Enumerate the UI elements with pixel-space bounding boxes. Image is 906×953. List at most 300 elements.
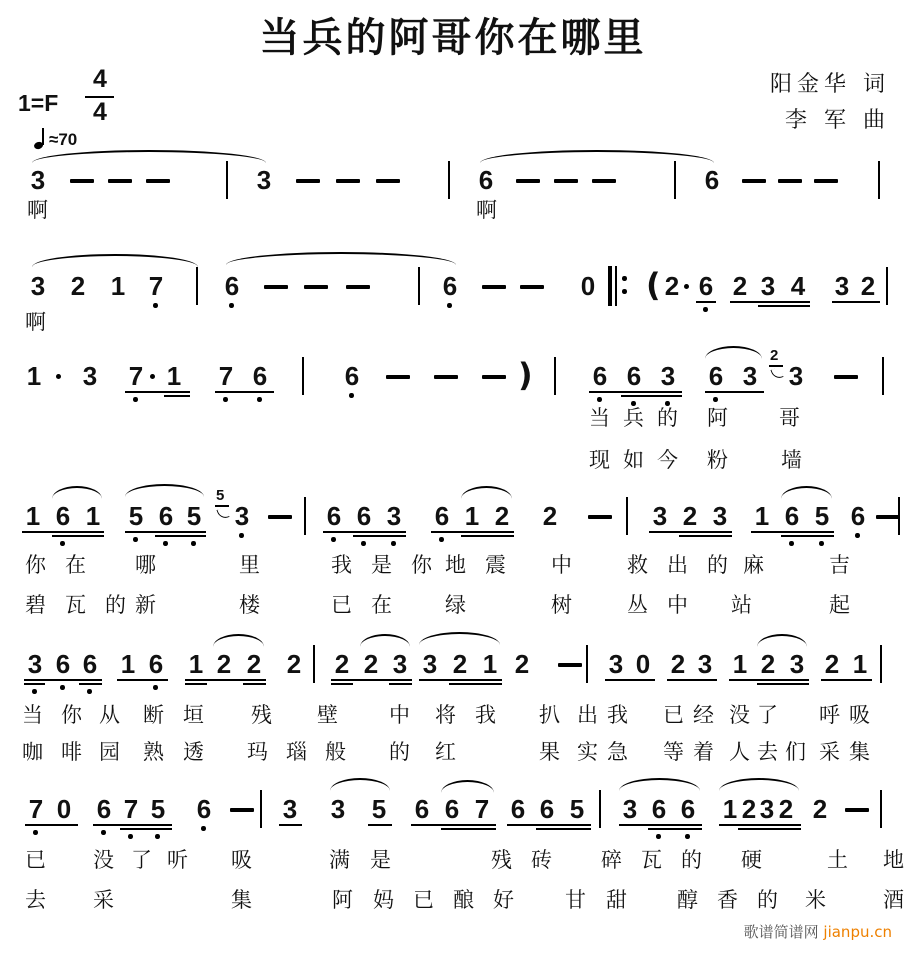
lyric-char: 阿 [332,888,353,912]
note-digit: 7 [123,794,139,824]
note-digit: 1 [25,501,41,531]
duration-dash [482,285,506,289]
note-digit: 5 [371,794,387,824]
lyric-char: 已 [25,848,46,872]
lyric-char: 当 [589,406,610,430]
underline-beam [24,683,45,685]
slur-arc [125,484,204,497]
lyric-char: 的 [389,740,410,764]
watermark-site-name: 歌谱简谱网 [743,923,819,941]
underline-beam [155,535,206,537]
underline-beam [52,535,104,537]
note-digit: 6 [510,794,526,824]
repeat-dot [622,289,627,294]
octave-dot [439,537,444,542]
duration-dash [742,179,766,183]
grace-hook [216,507,229,521]
lyric-char: 是 [370,848,391,872]
slur-arc [705,346,762,359]
underline-beam [729,679,809,681]
underline-beam [411,824,496,826]
lyric-char: 起 [829,593,850,617]
lyric-char: 瑙 [286,740,307,764]
octave-dot [656,834,661,839]
note-digit: 1 [482,649,498,679]
barline [260,790,262,828]
note-digit: 3 [697,649,713,679]
underline-beam [758,305,810,307]
note-digit: 3 [834,271,850,301]
lyric-char: 甘 [565,888,586,912]
octave-dot [229,303,234,308]
lyric-char: 园 [99,740,120,764]
note-digit: 2 [452,649,468,679]
note-digit: 6 [444,794,460,824]
lyric-char: 已 [413,888,434,912]
note-digit: 3 [608,649,624,679]
duration-dash [520,285,544,289]
lyric-char: 啡 [61,740,82,764]
duration-dash [554,179,578,183]
lyric-char: 吸 [849,703,870,727]
duration-dash [588,515,612,519]
octave-dot [133,537,138,542]
octave-dot [33,830,38,835]
slur-arc [719,778,799,791]
lyric-char: 没 [93,848,114,872]
note-digit: 6 [434,501,450,531]
note-digit: 6 [55,649,71,679]
lyric-char: 阿 [707,406,728,430]
duration-dash [592,179,616,183]
note-digit: 6 [326,501,342,531]
note-digit: 6 [704,165,720,195]
note-digit: 1 [722,794,738,824]
duration-dash [376,179,400,183]
lyric-char: 中 [551,553,572,577]
lyric-char: 土 [827,848,848,872]
lyric-char: 去 [757,740,778,764]
duration-dash [146,179,170,183]
underline-beam [441,828,496,830]
lyric-char: 出 [577,703,598,727]
augmentation-dot [56,374,61,379]
note-digit: 5 [150,794,166,824]
barline [878,161,880,199]
composer-credit: 李 军 曲 [785,108,890,133]
lyric-char: 中 [389,703,410,727]
octave-dot [153,303,158,308]
grace-underline [215,505,229,507]
octave-dot [819,541,824,546]
note-digit: 6 [478,165,494,195]
lyric-char: 现 [589,448,610,472]
note-digit: 3 [30,271,46,301]
slur-arc [419,632,500,645]
note-digit: 7 [474,794,490,824]
octave-dot [201,826,206,831]
note-digit: 3 [660,361,676,391]
lyric-char: 将 [435,703,456,727]
parenthesis: ( [646,266,661,304]
octave-dot [713,397,718,402]
barline [626,497,628,535]
lyric-char: 出 [667,553,688,577]
underline-beam [679,535,732,537]
lyric-char: 瓦 [65,593,86,617]
barline [304,497,306,535]
octave-dot [257,397,262,402]
underline-beam [79,683,102,685]
lyric-char: 中 [667,593,688,617]
octave-dot [133,397,138,402]
lyric-char: 麻 [743,553,764,577]
note-digit: 2 [860,271,876,301]
lyric-char: 着 [693,740,714,764]
slur-arc [441,780,494,793]
lyric-char: 你 [25,553,46,577]
underline-beam [730,301,810,303]
note-digit: 6 [252,361,268,391]
lyric-char: 当 [22,703,43,727]
lyric-char: 已 [331,593,352,617]
underline-beam [705,391,764,393]
repeat-begin-sign [608,266,612,306]
octave-dot [349,393,354,398]
lyric-char: 听 [167,848,188,872]
slur-arc [360,634,410,647]
underline-beam [164,395,190,397]
underline-beam [751,531,834,533]
lyric-char: 去 [25,888,46,912]
lyric-char: 满 [329,848,350,872]
underline-beam [331,683,353,685]
note-digit: 2 [778,794,794,824]
lyric-char: 我 [475,703,496,727]
watermark-site-url[interactable]: jianpu.cn [823,923,892,941]
note-digit: 3 [82,361,98,391]
tempo-marking: ≈70 [49,130,78,149]
octave-dot [163,541,168,546]
duration-dash [264,285,288,289]
lyric-char: 从 [99,703,120,727]
barline [886,267,888,305]
underline-beam [589,391,682,393]
rest-digit: 0 [56,794,72,824]
lyric-char: 急 [607,740,628,764]
lyric-char: 吸 [231,848,252,872]
octave-dot [155,834,160,839]
duration-dash [558,663,582,667]
duration-dash [108,179,132,183]
note-digit: 6 [626,361,642,391]
underline-beam [781,535,834,537]
grace-hook [770,367,783,381]
lyric-char: 救 [627,553,648,577]
note-digit: 6 [850,501,866,531]
note-digit: 3 [330,794,346,824]
note-digit: 6 [196,794,212,824]
duration-dash [482,375,506,379]
note-digit: 6 [356,501,372,531]
underline-beam [832,301,880,303]
note-digit: 1 [26,361,42,391]
lyric-char: 酿 [453,888,474,912]
octave-dot [597,397,602,402]
underline-beam [117,679,168,681]
underline-beam [323,531,406,533]
underline-beam [331,679,412,681]
barline [448,161,450,199]
note-digit: 7 [128,361,144,391]
slur-arc [330,778,390,791]
rest-digit: 0 [635,649,651,679]
note-digit: 1 [852,649,868,679]
underline-beam [449,683,502,685]
note-digit: 2 [664,271,680,301]
lyricist-credit: 阳金华 词 [770,72,890,97]
underline-beam [821,679,872,681]
duration-dash [336,179,360,183]
lyric-char: 果 [539,740,560,764]
note-digit: 1 [110,271,126,301]
underline-beam [185,683,207,685]
lyric-char: 采 [93,888,114,912]
lyric-char: 哪 [135,553,156,577]
note-digit: 1 [188,649,204,679]
lyric-char: 哥 [779,406,800,430]
duration-dash [516,179,540,183]
lyric-char: 你 [411,553,432,577]
watermark [744,921,892,942]
lyric-char: 树 [551,593,572,617]
lyric-char: 已 [663,703,684,727]
note-digit: 1 [754,501,770,531]
lyric-char: 今 [657,448,678,472]
note-digit: 6 [158,501,174,531]
duration-dash [876,515,900,519]
lyric-char: 墙 [781,448,802,472]
lyric-char: 经 [693,703,714,727]
duration-dash [386,375,410,379]
augmentation-dot [684,284,689,289]
slur-arc [757,634,807,647]
lyric-char: 没 [729,703,750,727]
lyric-char: 醇 [677,888,698,912]
grace-note: 5 [216,487,225,504]
lyric-char: 垣 [183,703,204,727]
note-digit: 5 [128,501,144,531]
note-digit: 6 [82,649,98,679]
underline-beam [536,828,591,830]
repeat-begin-sign [615,266,617,306]
underline-beam [389,683,412,685]
note-digit: 3 [386,501,402,531]
time-sig-denominator: 4 [93,98,107,126]
duration-dash [268,515,292,519]
underline-beam [649,531,732,533]
lyric-char: 粉 [707,448,728,472]
underline-beam [125,391,190,393]
underline-beam [243,683,266,685]
note-digit: 2 [760,649,776,679]
key-signature: 1=F [18,90,59,116]
lyric-char: 我 [607,703,628,727]
slur-arc [461,486,512,499]
note-digit: 7 [28,794,44,824]
note-digit: 3 [256,165,272,195]
note-digit: 2 [216,649,232,679]
lyric-char: 采 [819,740,840,764]
lyric-char: 玛 [247,740,268,764]
lyric-char: 红 [435,740,456,764]
lyric-char: 碧 [25,593,46,617]
barline [226,161,228,199]
duration-dash [814,179,838,183]
note-digit: 2 [824,649,840,679]
note-digit: 6 [148,649,164,679]
octave-dot [223,397,228,402]
underline-beam [24,679,102,681]
underline-beam [619,824,702,826]
note-digit: 2 [363,649,379,679]
barline [674,161,676,199]
barline [880,790,882,828]
underline-beam [419,679,502,681]
lyric-char: 甜 [606,888,627,912]
augmentation-dot [150,374,155,379]
underline-beam [185,679,266,681]
underline-beam [621,395,682,397]
lyric-char: 楼 [239,593,260,617]
duration-dash [70,179,94,183]
underline-beam [125,531,206,533]
note-digit: 2 [70,271,86,301]
underline-beam [120,828,172,830]
song-title: 当兵的阿哥你在哪里 [259,15,647,61]
note-digit: 3 [27,649,43,679]
lyric-char: 香 [717,888,738,912]
lyric-char: 新 [135,593,156,617]
lyric-char: 的 [681,848,702,872]
underline-beam [648,828,702,830]
lyric-char: 站 [731,593,752,617]
barline [882,357,884,395]
lyric-char: 妈 [373,888,394,912]
lyric-char: 扒 [539,703,560,727]
note-digit: 6 [344,361,360,391]
underline-beam [353,535,406,537]
underline-beam [279,824,302,826]
note-digit: 2 [732,271,748,301]
note-digit: 6 [784,501,800,531]
lyric-char: 了 [131,848,152,872]
lyric-char: 地 [883,848,904,872]
note-digit: 2 [682,501,698,531]
note-digit: 2 [741,794,757,824]
note-digit: 2 [286,649,302,679]
underline-beam [507,824,591,826]
note-digit: 2 [542,501,558,531]
note-digit: 3 [652,501,668,531]
note-digit: 1 [166,361,182,391]
lyric-char: 的 [657,406,678,430]
underline-beam [431,531,514,533]
lyric-char: 般 [325,740,346,764]
duration-dash [296,179,320,183]
parenthesis: ) [518,356,533,394]
lyric-char: 地 [445,553,466,577]
underline-beam [215,391,274,393]
lyric-char: 咖 [22,740,43,764]
barline [599,790,601,828]
lyric-char: 壁 [317,703,338,727]
octave-dot [128,834,133,839]
note-digit: 5 [186,501,202,531]
note-digit: 7 [218,361,234,391]
lyric-char: 硬 [741,848,762,872]
slur-arc [213,634,264,647]
note-digit: 6 [698,271,714,301]
octave-dot [685,834,690,839]
underline-beam [757,683,809,685]
octave-dot [153,685,158,690]
lyric-char: 米 [805,888,826,912]
underline-beam [93,824,172,826]
slur-arc [781,486,832,499]
lyric-char: 实 [577,740,598,764]
lyric-char: 的 [757,888,778,912]
grace-note: 2 [770,347,779,364]
slur-arc [226,252,456,265]
lyric-char: 碎 [601,848,622,872]
lyric-char: 震 [485,553,506,577]
lyric-char: 的 [707,553,728,577]
slur-arc [52,486,102,499]
lyric-char: 残 [251,703,272,727]
note-digit: 3 [30,165,46,195]
lyric-char: 集 [849,740,870,764]
lyric-char: 是 [371,553,392,577]
lyric-char: 我 [331,553,352,577]
grace-underline [769,365,783,367]
note-digit: 6 [651,794,667,824]
underline-beam [738,828,801,830]
note-digit: 3 [759,794,775,824]
underline-beam [719,824,801,826]
slur-arc [32,254,198,267]
octave-dot [60,541,65,546]
note-digit: 6 [442,271,458,301]
octave-dot [703,307,708,312]
note-digit: 3 [234,501,250,531]
duration-dash [845,808,869,812]
lyric-char: 的 [105,593,126,617]
duration-dash [230,808,254,812]
octave-dot [32,689,37,694]
octave-dot [665,401,670,406]
lyric-char: 砖 [531,848,552,872]
barline [880,645,882,683]
note-digit: 3 [742,361,758,391]
underline-beam [22,531,104,533]
octave-dot [87,689,92,694]
lyric-char: 瓦 [641,848,662,872]
note-digit: 3 [282,794,298,824]
note-digit: 5 [814,501,830,531]
lyric-char: 呼 [819,703,840,727]
underline-beam [368,824,392,826]
